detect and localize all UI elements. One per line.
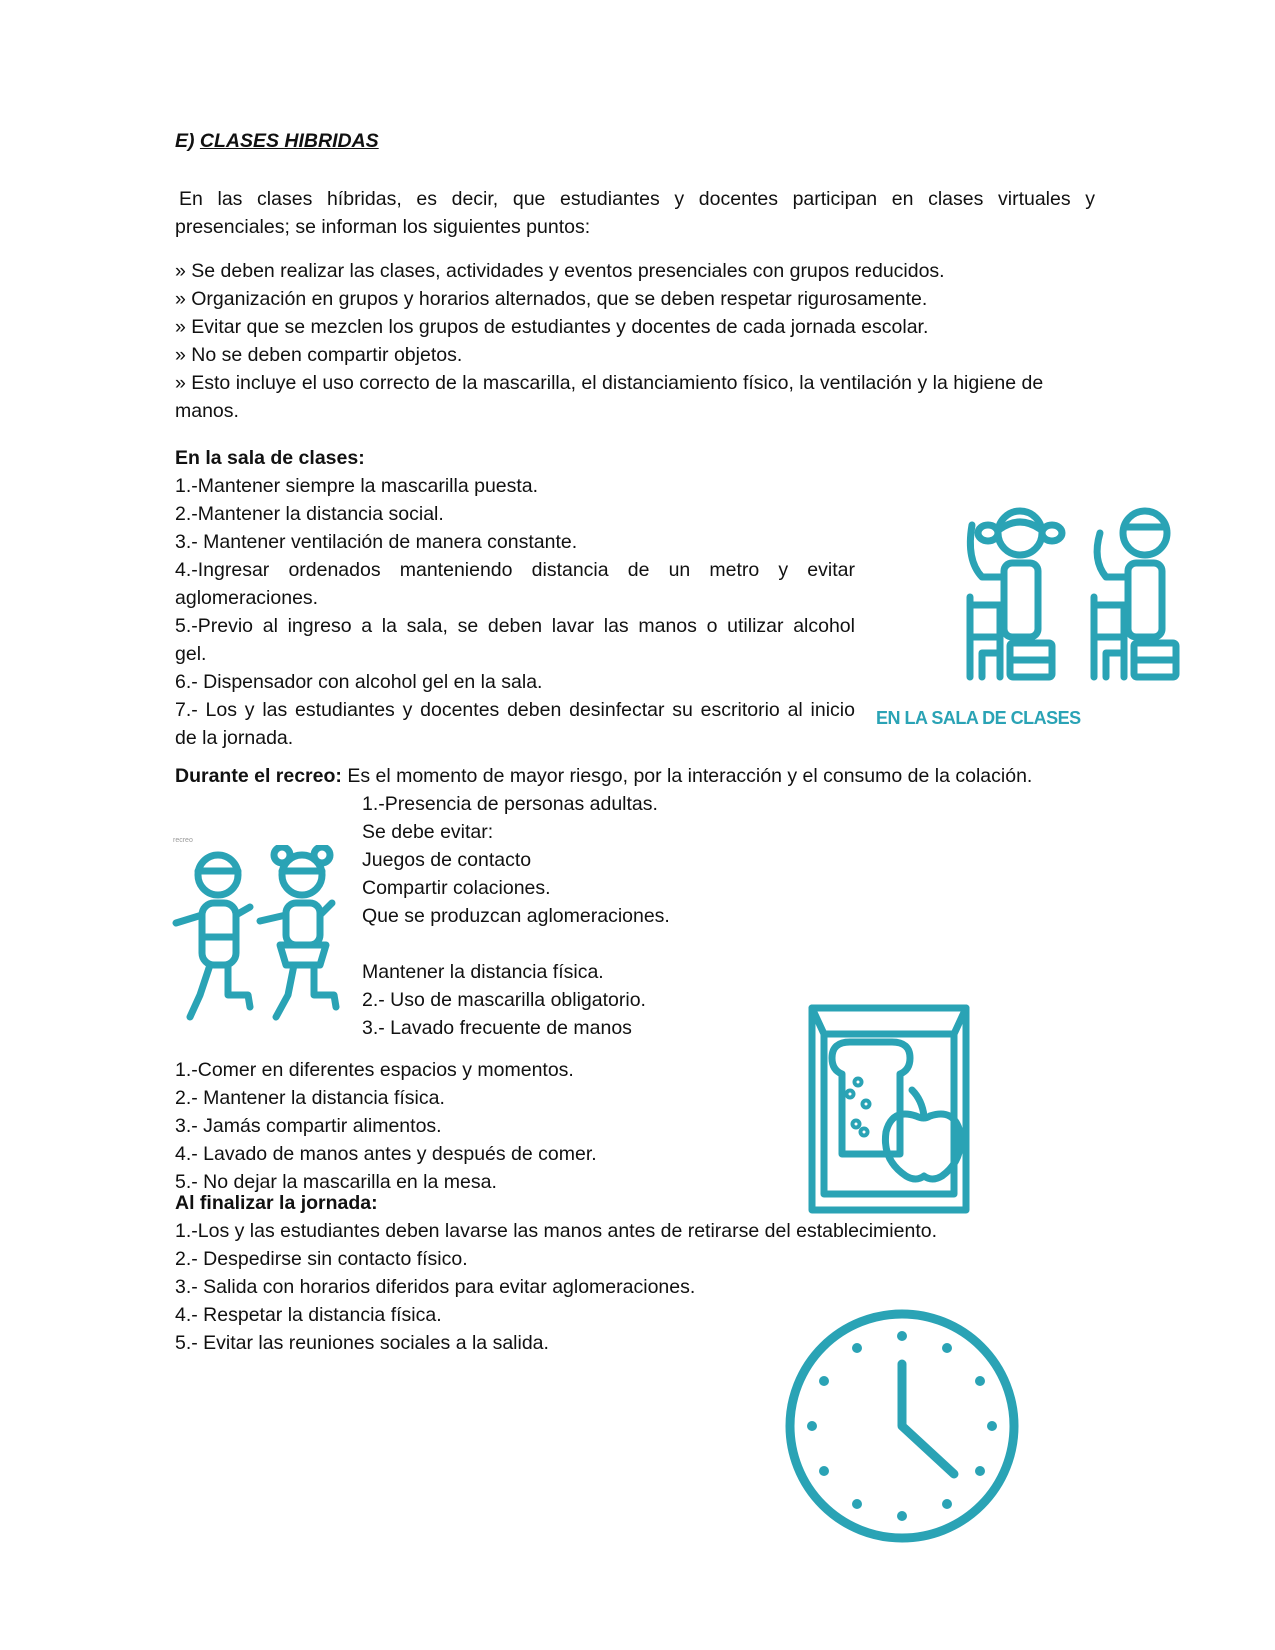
recreo-item: Mantener la distancia física.	[362, 961, 604, 983]
food-bag-icon	[806, 1004, 976, 1216]
comida-item: 1.-Comer en diferentes espacios y momentos.	[175, 1059, 574, 1081]
recreo-header-rest: Es el momento de mayor riesgo, por la interacción y el consumo de la colación.	[341, 765, 1033, 787]
recreo-item: 3.- Lavado frecuente de manos	[362, 1017, 632, 1039]
sala-item: aglomeraciones.	[175, 587, 319, 609]
recreo-item: 2.- Uso de mascarilla obligatorio.	[362, 989, 646, 1011]
sala-item: 5.-Previo al ingreso a la sala, se deben lavar las manos o utilizar alcohol	[175, 615, 855, 637]
bullet-item: » Evitar que se mezclen los grupos de estudiantes y docentes de cada jornada escolar.	[175, 316, 929, 338]
final-item: 1.-Los y las estudiantes deben lavarse las manos antes de retirarse del establecimiento.	[175, 1220, 938, 1242]
recreo-item: Que se produzcan aglomeraciones.	[362, 905, 670, 927]
intro-line: En las clases híbridas, es decir, que estudiantes y docentes participan en clases virtuales y	[179, 188, 1095, 210]
final-item: 4.- Respetar la distancia física.	[175, 1304, 442, 1326]
sala-item: 2.-Mantener la distancia social.	[175, 503, 444, 525]
bullet-item: » No se deben compartir objetos.	[175, 344, 463, 366]
recess-image-label: recreo	[173, 837, 193, 844]
children-playing-icon	[172, 845, 347, 1025]
recreo-item: Compartir colaciones.	[362, 877, 551, 899]
section-title	[175, 130, 379, 153]
recreo-list	[362, 790, 882, 1042]
recreo-spacer	[362, 930, 882, 958]
sala-item: 3.- Mantener ventilación de manera constante.	[175, 531, 578, 553]
sala-item: gel.	[175, 643, 207, 665]
sala-item: 1.-Mantener siempre la mascarilla puesta.	[175, 475, 539, 497]
students-at-desks-icon	[960, 505, 1205, 705]
bullet-item: » Esto incluye el uso correcto de la mascarilla, el distanciamiento físico, la ventilación y la higiene de	[175, 372, 1044, 394]
final-item: 2.- Despedirse sin contacto físico.	[175, 1248, 468, 1270]
recreo-header: Durante el recreo:	[175, 765, 342, 787]
final-item: 3.- Salida con horarios diferidos para evitar aglomeraciones.	[175, 1276, 696, 1298]
sala-item: 4.-Ingresar ordenados manteniendo distancia de un metro y evitar	[175, 559, 855, 581]
section-title-text: CLASES HIBRIDAS	[199, 130, 379, 152]
bullet-list	[175, 257, 1095, 425]
comida-list	[175, 1056, 775, 1196]
comida-item: 5.- No dejar la mascarilla en la mesa.	[175, 1171, 497, 1193]
clock-icon	[784, 1308, 1020, 1544]
sala-header: En la sala de clases:	[175, 447, 365, 469]
classroom-caption: EN LA SALA DE CLASES	[876, 708, 1081, 728]
final-header: Al finalizar la jornada:	[175, 1192, 378, 1214]
sala-item: 6.- Dispensador con alcohol gel en la sala.	[175, 671, 543, 693]
bullet-item: » Se deben realizar las clases, actividades y eventos presenciales con grupos reducidos.	[175, 260, 945, 282]
section-title-prefix: E)	[175, 130, 200, 152]
sala-section	[175, 444, 855, 752]
bullet-item: » Organización en grupos y horarios alternados, que se deben respetar rigurosamente.	[175, 288, 928, 310]
sala-item: 7.- Los y las estudiantes y docentes deben desinfectar su escritorio al inicio	[175, 699, 855, 721]
recreo-item: Juegos de contacto	[362, 849, 532, 871]
sala-item: de la jornada.	[175, 727, 294, 749]
recreo-item: Se debe evitar:	[362, 821, 494, 843]
comida-item: 4.- Lavado de manos antes y después de comer.	[175, 1143, 597, 1165]
recreo-item: 1.-Presencia de personas adultas.	[362, 793, 658, 815]
recreo-header-line	[175, 762, 1032, 790]
comida-item: 3.- Jamás compartir alimentos.	[175, 1115, 442, 1137]
intro-paragraph	[175, 185, 1095, 241]
final-item: 5.- Evitar las reuniones sociales a la salida.	[175, 1332, 549, 1354]
bullet-item: manos.	[175, 400, 239, 422]
intro-line: presenciales; se informan los siguientes puntos:	[175, 216, 591, 238]
comida-item: 2.- Mantener la distancia física.	[175, 1087, 445, 1109]
